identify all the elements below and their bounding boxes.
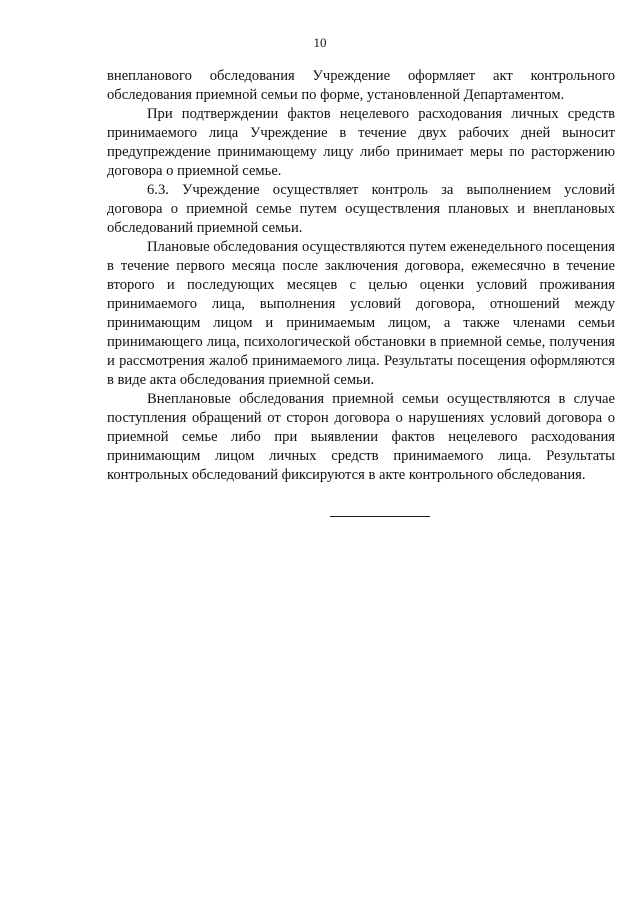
paragraph-1: внепланового обследования Учреждение оформляет акт контрольного обследования приемной семьи по форме, установленной Департаментом. bbox=[107, 68, 615, 103]
paragraph-5: Внеплановые обследования приемной семьи осуществляются в случае поступления обращений от сторон договора о нарушениях условий договора о приемной семье либо при выявлении фактов нецелевого расходования принимающим лицом личных средств принимаемого лица. Результаты контрольных обследований фиксируются в акте контрольного обследования. bbox=[107, 391, 615, 483]
paragraph-4: Плановые обследования осуществляются путем еженедельного посещения в течение первого месяца после заключения договора, ежемесячно в течение второго и последующих месяцев с целью оценки условий проживания принимаемого лица, выполнения условий договора, отношений между принимающим лицом и принимаемым лицом, а также членами семьи принимающего лица, психологической обстановки в приемной семье, получения и рассмотрения жалоб принимаемого лица. Результаты посещения оформляются в виде акта обследования приемной семьи. bbox=[107, 239, 615, 388]
document-body bbox=[107, 67, 615, 485]
end-separator-line bbox=[330, 516, 430, 517]
paragraph-3: 6.3. Учреждение осуществляет контроль за выполнением условий договора о приемной семье путем осуществления плановых и внеплановых обследований приемной семьи. bbox=[107, 182, 615, 236]
page-number: 10 bbox=[313, 35, 327, 50]
paragraph-2: При подтверждении фактов нецелевого расходования личных средств принимаемого лица Учреждение в течение двух рабочих дней выносит предупреждение принимающему лицу либо принимает меры по расторжению договора о приемной семье. bbox=[107, 106, 615, 179]
